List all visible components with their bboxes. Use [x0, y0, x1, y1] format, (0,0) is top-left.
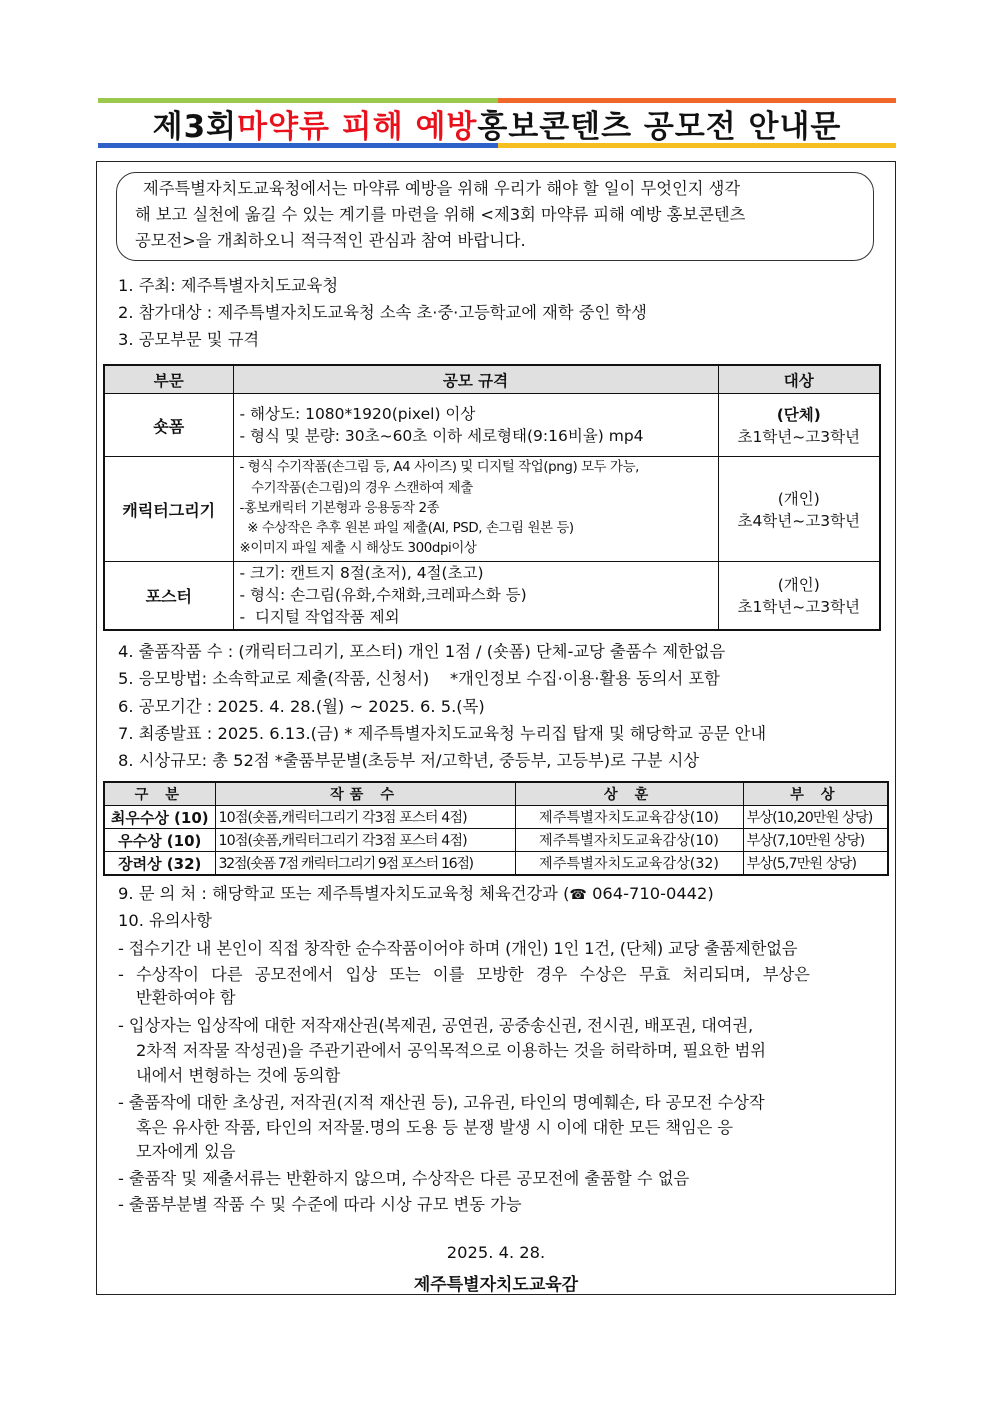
target-grade: 초4학년~고3학년 — [737, 512, 861, 530]
category-cell: 포스터 — [104, 562, 233, 630]
header-target: 대상 — [718, 365, 880, 394]
item-contact — [118, 883, 714, 906]
note-line: - 입상자는 입상작에 대한 저작재산권(복제권, 공연권, 공중송신권, 전시권, 배포권, 대여권, — [118, 1016, 754, 1035]
contact-phone: 064-710-0442) — [592, 884, 714, 903]
item-submission-count: 4. 출품작품 수 : (캐릭터그리기, 포스터) 개인 1점 / (숏폼) 단체-교당 출품수 제한없음 — [118, 642, 726, 661]
award-prize: 부상(7,10만원 상당) — [743, 829, 888, 852]
item-period: 6. 공모기간 : 2025. 4. 28.(월) ~ 2025. 6. 5.(목) — [118, 697, 485, 716]
target-cell — [718, 562, 880, 630]
spec-line: - 형식 수기작품(손그림 등, A4 사이즈) 및 디지털 작업(png) 모두 가능, — [239, 460, 639, 476]
table-row — [104, 806, 888, 829]
table-row — [104, 829, 888, 852]
title-part2: 홍보콘텐츠 공모전 안내문 — [477, 108, 842, 145]
header-class: 구 분 — [104, 782, 215, 806]
spec-cell — [233, 394, 718, 457]
intro-line: 해 보고 실천에 옮길 수 있는 계기를 마련을 위해 <제3회 마약류 피해 예방 홍보콘텐츠 — [135, 205, 746, 224]
spec-line: - 형식: 손그림(유화,수채화,크레파스화 등) — [239, 586, 527, 605]
table-row — [104, 852, 888, 876]
title-part1: 제3회 — [152, 108, 238, 145]
target-grade: 초1학년~고3학년 — [737, 428, 861, 446]
contact-text: 9. 문 의 처 : 해당학교 또는 제주특별자치도교육청 체육건강과 ( — [118, 884, 570, 903]
spec-line: - 디지털 작업작품 제외 — [239, 608, 400, 627]
note-line: 혹은 유사한 작품, 타인의 저작물.명의 도용 등 분쟁 발생 시 이에 대한 모든 책임은 응 — [136, 1118, 733, 1137]
notes-title: 10. 유의사항 — [118, 911, 212, 930]
award-prize: 부상(5,7만원 상당) — [743, 852, 888, 876]
target-type: (단체) — [776, 406, 821, 424]
item-organizer: 1. 주최: 제주특별자치도교육청 — [118, 276, 339, 295]
issuer-name: 제주특별자치도교육감 — [413, 1275, 579, 1295]
spec-line: - 형식 및 분량: 30초~60초 이하 세로형태(9:16비율) mp4 — [239, 427, 644, 445]
intro-line: 공모전>을 개최하오니 적극적인 관심과 참여 바랍니다. — [135, 231, 526, 250]
spec-line: -홍보캐릭터 기본형과 응용동작 2종 — [239, 500, 440, 516]
item-announcement: 7. 최종발표 : 2025. 6.13.(금) * 제주특별자치도교육청 누리집 탑재 및 해당학교 공문 안내 — [118, 724, 767, 743]
item-application: 5. 응모방법: 소속학교로 제출(작품, 신청서) *개인정보 수집·이용·활용 동의서 포함 — [118, 669, 720, 688]
note-line: - 출품부분별 작품 수 및 수준에 따라 시상 규모 변동 가능 — [118, 1195, 522, 1214]
note-line: 2차적 저작물 작성권)을 주관기관에서 공익목적으로 이용하는 것을 허락하며, 필요한 범위 — [136, 1041, 766, 1060]
award-label: 우수상 (10) — [104, 829, 215, 852]
note-line: - 출품작에 대한 초상권, 저작권(지적 재산권 등), 고유권, 타인의 명예훼손, 타 공모전 수상작 — [118, 1093, 765, 1112]
header-honor: 상 훈 — [515, 782, 743, 806]
header-spec: 공모 규격 — [233, 365, 718, 394]
award-table — [103, 781, 889, 876]
header-count: 작품 수 — [215, 782, 515, 806]
note-line: - 수상작이 다른 공모전에서 입상 또는 이를 모방한 경우 수상은 무효 처리되며, 부상은 — [118, 965, 810, 984]
note-line: 반환하여야 함 — [136, 988, 236, 1007]
spec-cell — [233, 457, 718, 562]
award-count: 10점(숏폼,캐릭터그리기 각3점 포스터 4점) — [215, 829, 515, 852]
phone-icon: ☎ — [569, 887, 587, 903]
target-cell — [718, 394, 880, 457]
target-grade: 초1학년~고3학년 — [737, 598, 861, 617]
award-label: 최우수상 (10) — [104, 806, 215, 829]
spec-line: ※이미지 파일 제출 시 해상도 300dpi이상 — [239, 541, 477, 557]
document-date: 2025. 4. 28. — [446, 1243, 546, 1262]
award-honor: 제주특별자치도교육감상(32) — [515, 852, 743, 876]
item-categories: 3. 공모부문 및 규격 — [118, 330, 260, 349]
category-cell: 캐릭터그리기 — [104, 457, 233, 562]
award-label: 장려상 (32) — [104, 852, 215, 876]
note-line: 내에서 변형하는 것에 동의함 — [136, 1066, 341, 1085]
spec-cell — [233, 562, 718, 630]
spec-line: 수기작품(손그림)의 경우 스캔하여 제출 — [239, 480, 473, 496]
item-eligibility: 2. 참가대상 : 제주특별자치도교육청 소속 초·중·고등학교에 재학 중인 학생 — [118, 303, 647, 322]
award-count: 32점(숏폼 7점 캐릭터그리기 9점 포스터 16점) — [215, 852, 515, 876]
target-type: (개인) — [777, 490, 820, 508]
title-banner — [98, 98, 896, 148]
title-highlight: 마약류 피해 예방 — [237, 108, 478, 145]
table-header-row — [104, 365, 880, 394]
intro-line: 제주특별자치도교육청에서는 마약류 예방을 위해 우리가 해야 할 일이 무엇인지 생각 — [143, 179, 741, 198]
note-line: 모자에게 있음 — [136, 1142, 236, 1161]
page-title — [98, 103, 896, 143]
award-honor: 제주특별자치도교육감상(10) — [515, 829, 743, 852]
award-count: 10점(숏폼,캐릭터그리기 각3점 포스터 4점) — [215, 806, 515, 829]
header-category: 부문 — [104, 365, 233, 394]
note-line: - 출품작 및 제출서류는 반환하지 않으며, 수상작은 다른 공모전에 출품할 수 없음 — [118, 1169, 690, 1188]
table-row — [104, 562, 880, 630]
table-row — [104, 457, 880, 562]
item-awards: 8. 시상규모: 총 52점 *출품부문별(초등부 저/고학년, 중등부, 고등부)로 구분 시상 — [118, 751, 700, 770]
spec-line: - 크기: 캔트지 8절(초저), 4절(초고) — [239, 564, 484, 583]
intro-box — [116, 172, 874, 261]
award-prize: 부상(10,20만원 상당) — [743, 806, 888, 829]
award-honor: 제주특별자치도교육감상(10) — [515, 806, 743, 829]
table-header-row — [104, 782, 888, 806]
spec-table — [103, 364, 881, 631]
table-row — [104, 394, 880, 457]
target-cell — [718, 457, 880, 562]
target-type: (개인) — [777, 576, 820, 595]
category-cell: 숏폼 — [104, 394, 233, 457]
header-prize: 부 상 — [743, 782, 888, 806]
spec-line: - 해상도: 1080*1920(pixel) 이상 — [239, 405, 476, 423]
spec-line: ※ 수상작은 추후 원본 파일 제출(AI, PSD, 손그림 원본 등) — [239, 521, 574, 537]
note-line: - 접수기간 내 본인이 직접 창작한 순수작품이어야 하며 (개인) 1인 1건, (단체) 교당 출품제한없음 — [118, 939, 798, 958]
